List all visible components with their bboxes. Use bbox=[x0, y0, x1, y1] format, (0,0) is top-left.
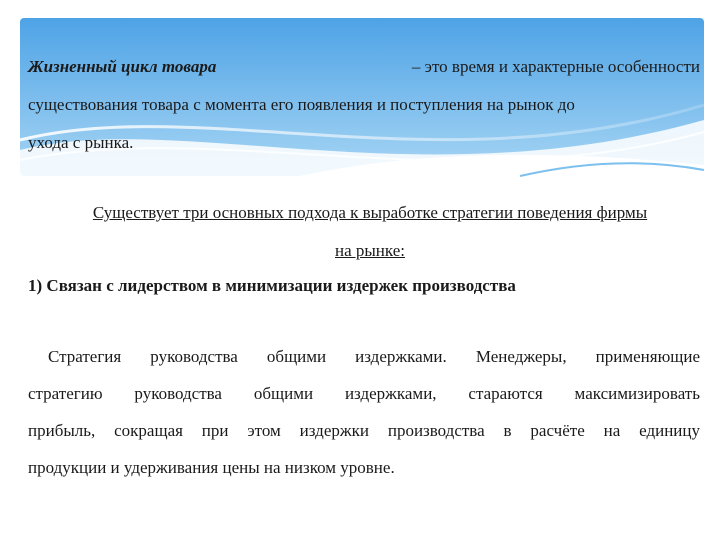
definition-term: Жизненный цикл товара bbox=[28, 57, 217, 76]
definition-line-1 bbox=[28, 56, 700, 78]
approaches-intro-line-1: Существует три основных подхода к выработке стратегии поведения фирмы bbox=[92, 203, 648, 222]
approaches-intro-line-2: на рынке: bbox=[334, 241, 406, 260]
strategy-line-1: Стратегия руководства общими издержками. Менеджеры, применяющие bbox=[48, 347, 700, 366]
approaches-intro bbox=[40, 202, 700, 262]
strategy-line-2: стратегию руководства общими издержками, стараются максимизировать bbox=[28, 384, 700, 403]
definition-paragraph bbox=[28, 56, 700, 154]
approach-1-heading: 1) Связан с лидерством в минимизации издержек производства bbox=[28, 276, 516, 295]
strategy-paragraph bbox=[28, 346, 700, 494]
definition-line-1-rest: – это время и характерные особенности bbox=[411, 57, 700, 76]
strategy-line-4: продукции и удерживания цены на низком уровне. bbox=[28, 458, 395, 477]
definition-line-3: ухода с рынка. bbox=[28, 133, 134, 152]
strategy-line-3: прибыль, сокращая при этом издержки производства в расчёте на единицу bbox=[28, 421, 700, 440]
definition-line-2: существования товара с момента его появления и поступления на рынок до bbox=[28, 95, 575, 114]
